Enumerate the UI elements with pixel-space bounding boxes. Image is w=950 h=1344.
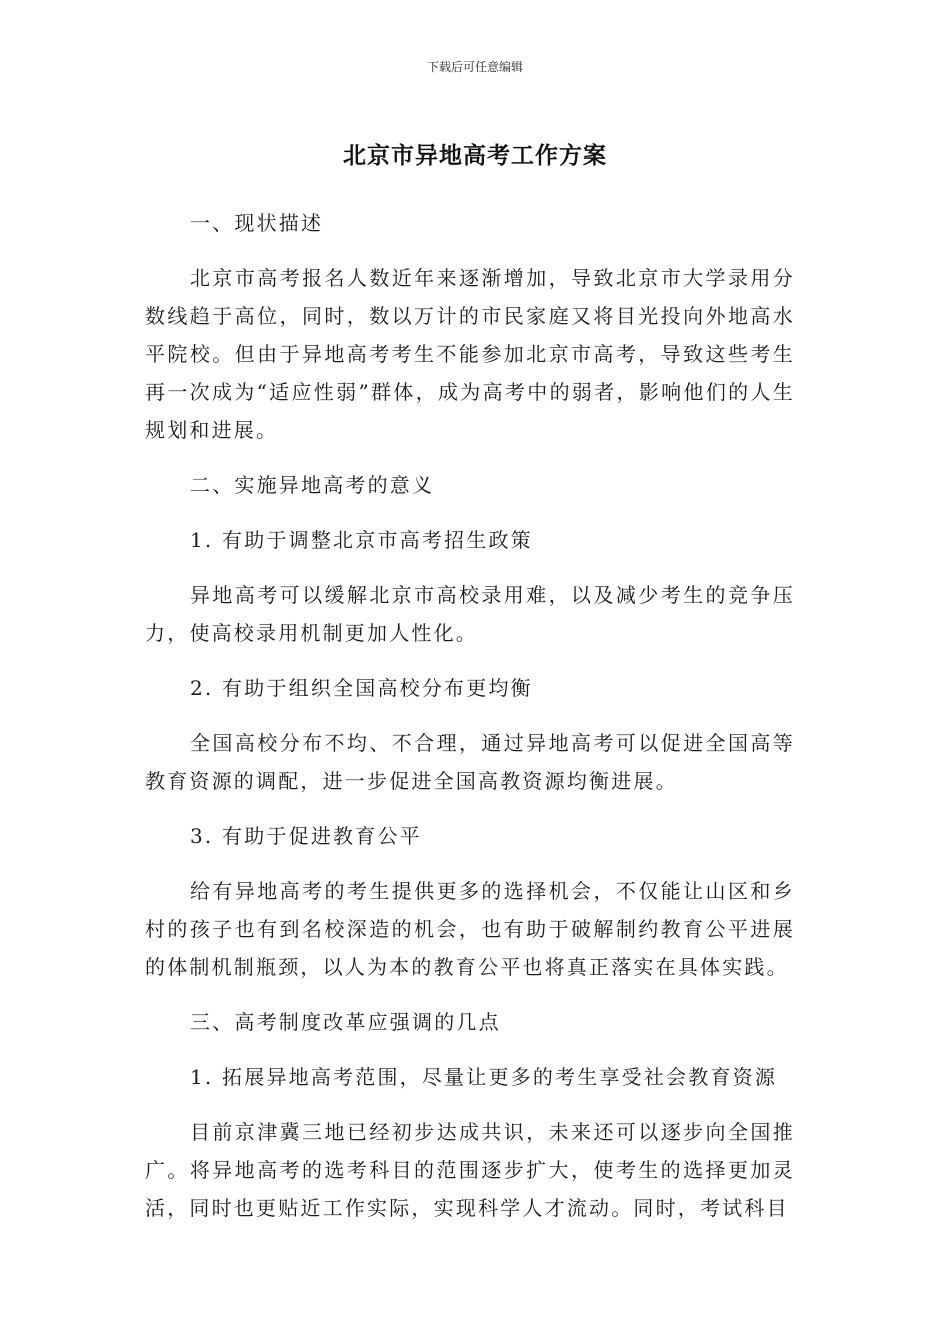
section-heading-1: 一、现状描述 <box>190 211 324 235</box>
section-heading-3: 三、高考制度改革应强调的几点 <box>190 1010 501 1034</box>
subheading: 2. 有助于组织全国高校分布更均衡 <box>190 676 533 700</box>
paragraph: 目前京津冀三地已经初步达成共识，未来还可以逐步向全国推广。将异地高考的选考科目的范围逐步扩大，使考生的选择更加灵活，同时也更贴近工作实际，实现科学人才流动。同时，考试科目 <box>145 1120 795 1220</box>
paragraph: 异地高考可以缓解北京市高校录用难，以及减少考生的竞争压力，使高校录用机制更加人性化。 <box>145 583 795 645</box>
subheading: 3. 有助于促进教育公平 <box>190 824 422 848</box>
paragraph: 北京市高考报名人数近年来逐渐增加，导致北京市大学录用分数线趋于高位，同时，数以万计的市民家庭又将目光投向外地高水平院校。但由于异地高考考生不能参加北京市高考，导致这些考生再一次成为“适应性弱”群体，成为高考中的弱者，影响他们的人生规划和进展。 <box>145 266 795 442</box>
section-heading-2: 二、实施异地高考的意义 <box>190 473 435 497</box>
document-body <box>145 204 795 1244</box>
subheading: 1. 拓展异地高考范围，尽量让更多的考生享受社会教育资源 <box>190 1065 778 1089</box>
subheading: 1. 有助于调整北京市高考招生政策 <box>190 528 533 552</box>
paragraph: 全国高校分布不均、不合理，通过异地高考可以促进全国高等教育资源的调配，进一步促进全国高教资源均衡进展。 <box>145 731 795 793</box>
header-note: 下载后可任意编辑 <box>426 60 523 74</box>
paragraph: 给有异地高考的考生提供更多的选择机会，不仅能让山区和乡村的孩子也有到名校深造的机会，也有助于破解制约教育公平进展的体制机制瓶颈，以人为本的教育公平也将真正落实在具体实践。 <box>145 879 795 979</box>
document-title: 北京市异地高考工作方案 <box>343 143 607 169</box>
